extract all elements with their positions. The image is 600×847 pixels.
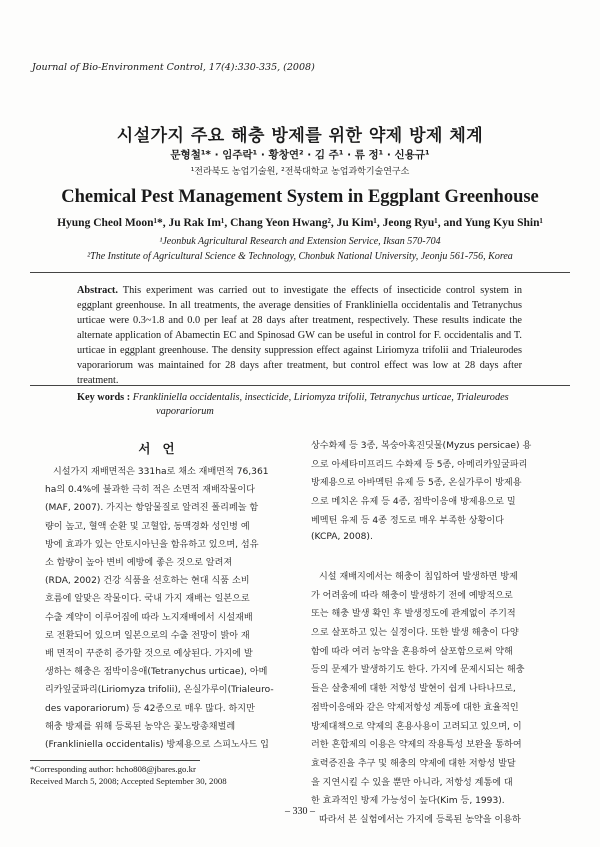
abstract-top-rule bbox=[30, 272, 570, 273]
footnote-corresponding-author: *Corresponding author: hcho808@jbares.go.kr bbox=[30, 764, 196, 774]
korean-affiliations: ¹전라북도 농업기술원, ²전북대학교 농업과학기술연구소 bbox=[190, 167, 410, 177]
text-line: 따라서 본 실험에서는 가지에 등록된 농약을 이용하 bbox=[319, 815, 521, 825]
text-line: 배 면적이 꾸준히 증가할 것으로 예상된다. 가지에 발 bbox=[45, 649, 253, 659]
text-line: 시설가지 재배면적은 331ha로 채소 재배면적 76,361 bbox=[53, 467, 269, 477]
english-authors: Hyung Cheol Moon¹*, Ju Rak Im¹, Chang Yeon Hwang², Ju Kim¹, Jeong Ryu¹, and Yung Kyu Shin¹ bbox=[57, 217, 543, 229]
english-title: Chemical Pest Management System in Eggplant Greenhouse bbox=[61, 187, 539, 207]
text-line: 소 함량이 높아 변비 예방에 좋은 것으로 알려져 bbox=[45, 558, 233, 568]
text-line: 방제용으로 아바멕틴 유제 등 5종, 온실가루이 방제용 bbox=[311, 478, 522, 489]
abstract bbox=[77, 283, 522, 388]
text-line: des vaporariorum) 등 42종으로 매우 많다. 하지만 bbox=[45, 703, 255, 714]
text-line: 러한 혼합제의 이용은 약제의 작용특성 보완을 통하여 bbox=[311, 740, 522, 751]
text-line: 방에 효과가 있는 안토시아닌을 함유하고 있으며, 섬유 bbox=[45, 539, 259, 550]
text-line: 로 전환되어 있으며 일본으로의 수출 전망이 밝아 재 bbox=[45, 630, 250, 641]
section-heading-introduction: 서언 bbox=[138, 441, 187, 456]
abstract-text: This experiment was carried out to investigate the effects of insecticide control system in eggplant greenhouse. In all treatments, the average densities of Frankliniella occidentalis and Tetranychus urticae were 0.3~1.8 and 0.0 per leaf at 28 days after treatment, respectively. These results indicate the alternate application of Abamectin EC and Spinosad GW can be useful in control for F. occidentalis and T. urticae in eggplant greenhouse. The density suppression effect against Liriomyza trifolii and Trialeurodes vaporariorum was maintained for 28 days after treatment, but control effect was low at 28 days after treatment. bbox=[77, 285, 522, 386]
keywords-block bbox=[77, 391, 522, 419]
korean-authors: 문형철¹* · 임주락¹ · 황창연² · 김 주¹ · 류 정¹ · 신용규¹ bbox=[170, 149, 430, 161]
text-line: 베멕틴 유제 등 4종 정도로 매우 부족한 상황이다 bbox=[311, 515, 504, 526]
text-line: 상수화제 등 3종, 복숭아혹진딧물(Myzus persicae) 용 bbox=[311, 441, 532, 451]
text-line: 등의 문제가 발생하기도 한다. 가지에 문제시되는 해충 bbox=[311, 665, 525, 676]
korean-title: 시설가지 주요 해충 방제를 위한 약제 방제 체계 bbox=[116, 126, 484, 146]
text-line: 생하는 해충은 점박이응애(Tetranychus urticae), 아메 bbox=[45, 667, 268, 678]
keywords-list: Frankliniella occidentalis, insecticide, Liriomyza trifolii, Tetranychus urticae, Trialeurodes bbox=[132, 392, 509, 403]
keywords-label: Key words : bbox=[77, 392, 131, 403]
text-line: (KCPA, 2008). bbox=[311, 531, 373, 542]
text-line: 으로 아세타미프리드 수화제 등 5종, 아메리카잎굴파리 bbox=[311, 459, 528, 470]
text-line: 해충 방제를 위해 등록된 농약은 꽃노랑총채벌레 bbox=[45, 721, 236, 732]
text-line: ha의 0.4%에 불과한 극히 적은 소면적 재배작물이다 bbox=[45, 485, 255, 496]
text-line: (RDA, 2002) 건강 식품을 선호하는 현대 식품 소비 bbox=[45, 576, 250, 587]
keywords-list-continued: vaporariorum bbox=[156, 406, 214, 417]
text-line: 흐름에 알맞은 작물이다. 국내 가지 재배는 일본으로 bbox=[45, 594, 250, 605]
text-line: 방제대책으로 약제의 혼용사용이 고려되고 있으며, 이 bbox=[311, 721, 522, 732]
text-line: 수출 계약이 이루어짐에 따라 노지재배에서 시설재배 bbox=[45, 612, 253, 623]
affiliation-1: ¹Jeonbuk Agricultural Research and Extension Service, Iksan 570-704 bbox=[159, 236, 441, 247]
text-line: 가 어려움에 따라 해충이 발생하기 전에 예방적으로 bbox=[311, 590, 513, 601]
text-line: 리카잎굴파리(Liriomyza trifolii), 온실가루이(Trialeuro- bbox=[45, 685, 274, 696]
text-line: 으로 살포하고 있는 실정이다. 또한 발생 해충이 다양 bbox=[311, 628, 519, 638]
text-line: 점박이응애와 같은 약제저항성 계통에 대한 효율적인 bbox=[311, 702, 519, 713]
affiliation-2: ²The Institute of Agricultural Science & Technology, Chonbuk National University, Jeonju 561-756, Korea bbox=[87, 251, 513, 262]
text-line: 시설 재배지에서는 해충이 침입하여 발생하면 방제 bbox=[319, 571, 518, 582]
abstract-label: Abstract. bbox=[77, 285, 118, 296]
page-number: – 330 – bbox=[285, 806, 315, 817]
text-line: (Frankliniella occidentalis) 방제용으로 스피노사드 입 bbox=[45, 740, 269, 750]
text-line: 함에 따라 여러 농약을 혼용하여 살포함으로써 약해 bbox=[311, 646, 513, 657]
text-line: 한 효과적인 방제 가능성이 높다(Kim 등, 1993). bbox=[311, 796, 505, 807]
text-line: 량이 높고, 혈액 순환 및 고혈압, 동맥경화 성인병 예 bbox=[45, 521, 250, 532]
keywords-top-rule bbox=[30, 385, 570, 386]
text-line: 또는 해충 발생 확인 후 발생정도에 관계없이 주기적 bbox=[311, 609, 516, 620]
footnote-received-accepted: Received March 5, 2008; Accepted September 30, 2008 bbox=[30, 776, 227, 786]
text-line: 으로 메치온 유제 등 4종, 점박이응애 방제용으로 밀 bbox=[311, 497, 516, 508]
journal-citation: Journal of Bio-Environment Control, 17(4):330-335, (2008) bbox=[32, 62, 315, 73]
text-line: (MAF, 2007). 가지는 항암물질로 알려진 폴리페놀 함 bbox=[45, 503, 259, 514]
text-line: 들은 살충제에 대한 저항성 발현이 쉽게 나타나므로, bbox=[311, 684, 516, 695]
text-line: 효력증진을 추구 및 해충의 약제에 대한 저항성 발달 bbox=[311, 758, 516, 769]
text-line: 을 지연시킬 수 있을 뿐만 아니라, 저항성 계통에 대 bbox=[311, 777, 513, 788]
footnote-rule bbox=[30, 760, 200, 761]
